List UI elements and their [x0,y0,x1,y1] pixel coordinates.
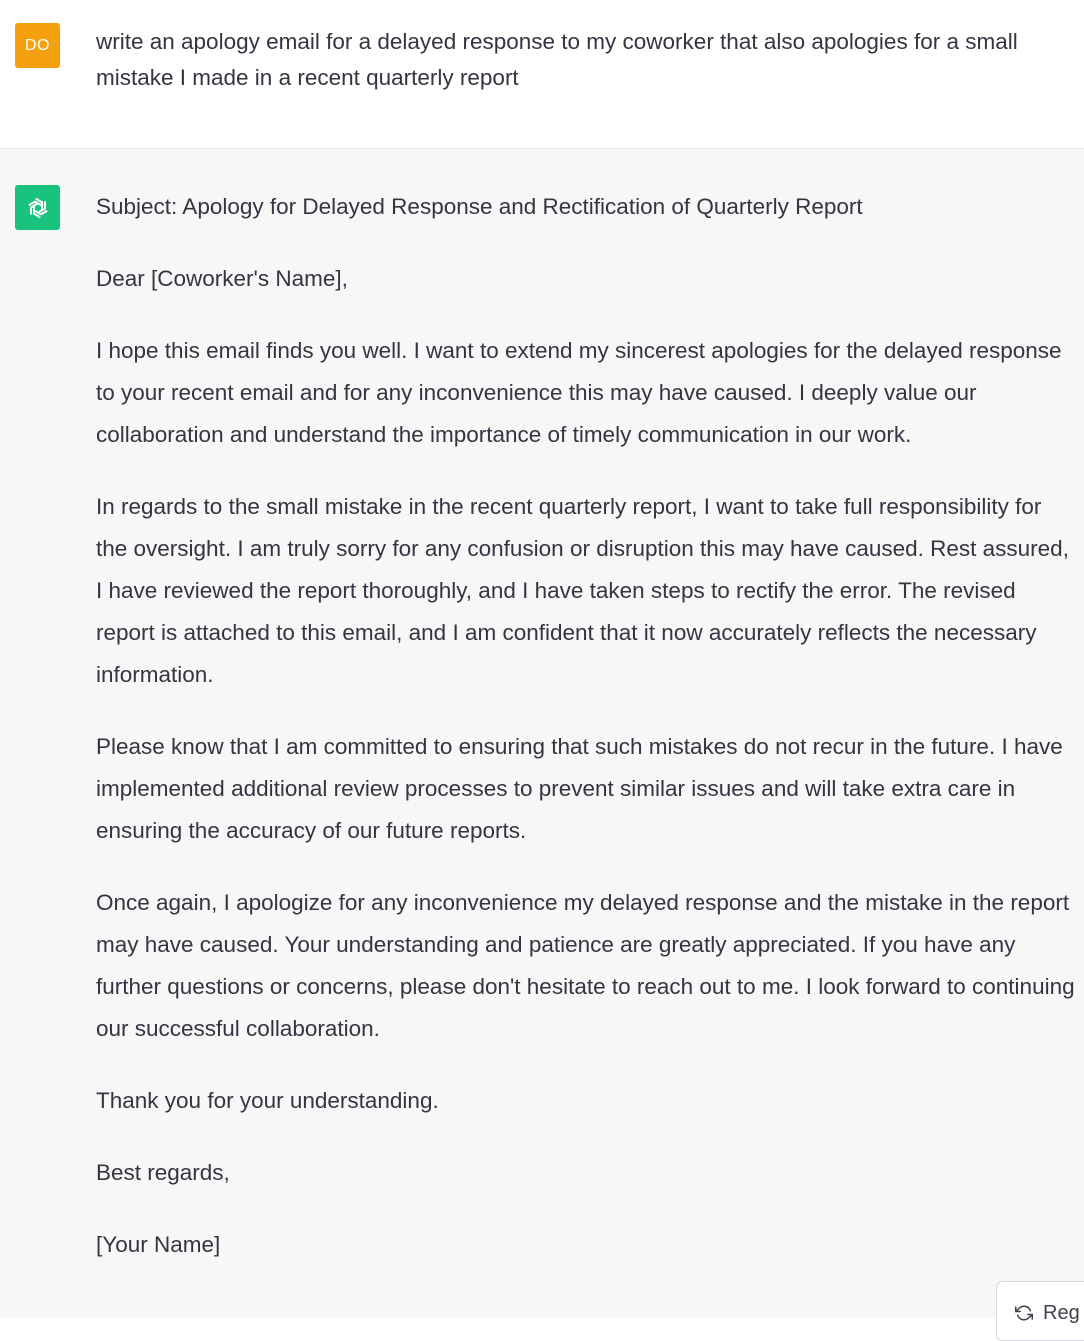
email-signature: [Your Name] [96,1232,221,1257]
email-thanks: Thank you for your understanding. [96,1088,439,1113]
email-paragraph: Once again, I apologize for any inconvenience my delayed response and the mistake in the report may have caused. Your understanding and patience are greatly appreciated. If you have any further questions or concerns, please don't hesitate to reach out to me. I look forward to continuing our successful collaboration. [96,890,1075,1041]
assistant-avatar [15,185,60,230]
email-paragraph: In regards to the small mistake in the recent quarterly report, I want to take full responsibility for the oversight. I am truly sorry for any confusion or disruption this may have caused. Rest assured, I have reviewed the report thoroughly, and I have taken steps to rectify the error. The revised report is attached to this email, and I am confident that it now accurately reflects the necessary information. [96,494,1069,687]
email-subject: Subject: Apology for Delayed Response and Rectification of Quarterly Report [96,194,863,219]
regenerate-button[interactable] [996,1281,1084,1341]
openai-logo-icon [23,193,53,223]
user-message-text: write an apology email for a delayed response to my coworker that also apologies for a small mistake I made in a recent quarterly report [96,29,1018,90]
email-closing: Best regards, [96,1160,230,1185]
email-greeting: Dear [Coworker's Name], [96,266,348,291]
assistant-message-text [96,186,1076,1296]
email-paragraph: Please know that I am committed to ensuring that such mistakes do not recur in the future. I have implemented additional review processes to prevent similar issues and will take extra care in ensuring the accuracy of our future reports. [96,734,1063,843]
user-message-row [0,0,1084,149]
refresh-icon [1015,1304,1033,1322]
email-paragraph: I hope this email finds you well. I want to extend my sincerest apologies for the delayed response to your recent email and for any inconvenience this may have caused. I deeply value our collaboration and understand the importance of timely communication in our work. [96,338,1062,447]
user-avatar: DO [15,23,60,68]
assistant-message-row [0,149,1084,1318]
regenerate-button-label: Reg [1043,1302,1080,1324]
